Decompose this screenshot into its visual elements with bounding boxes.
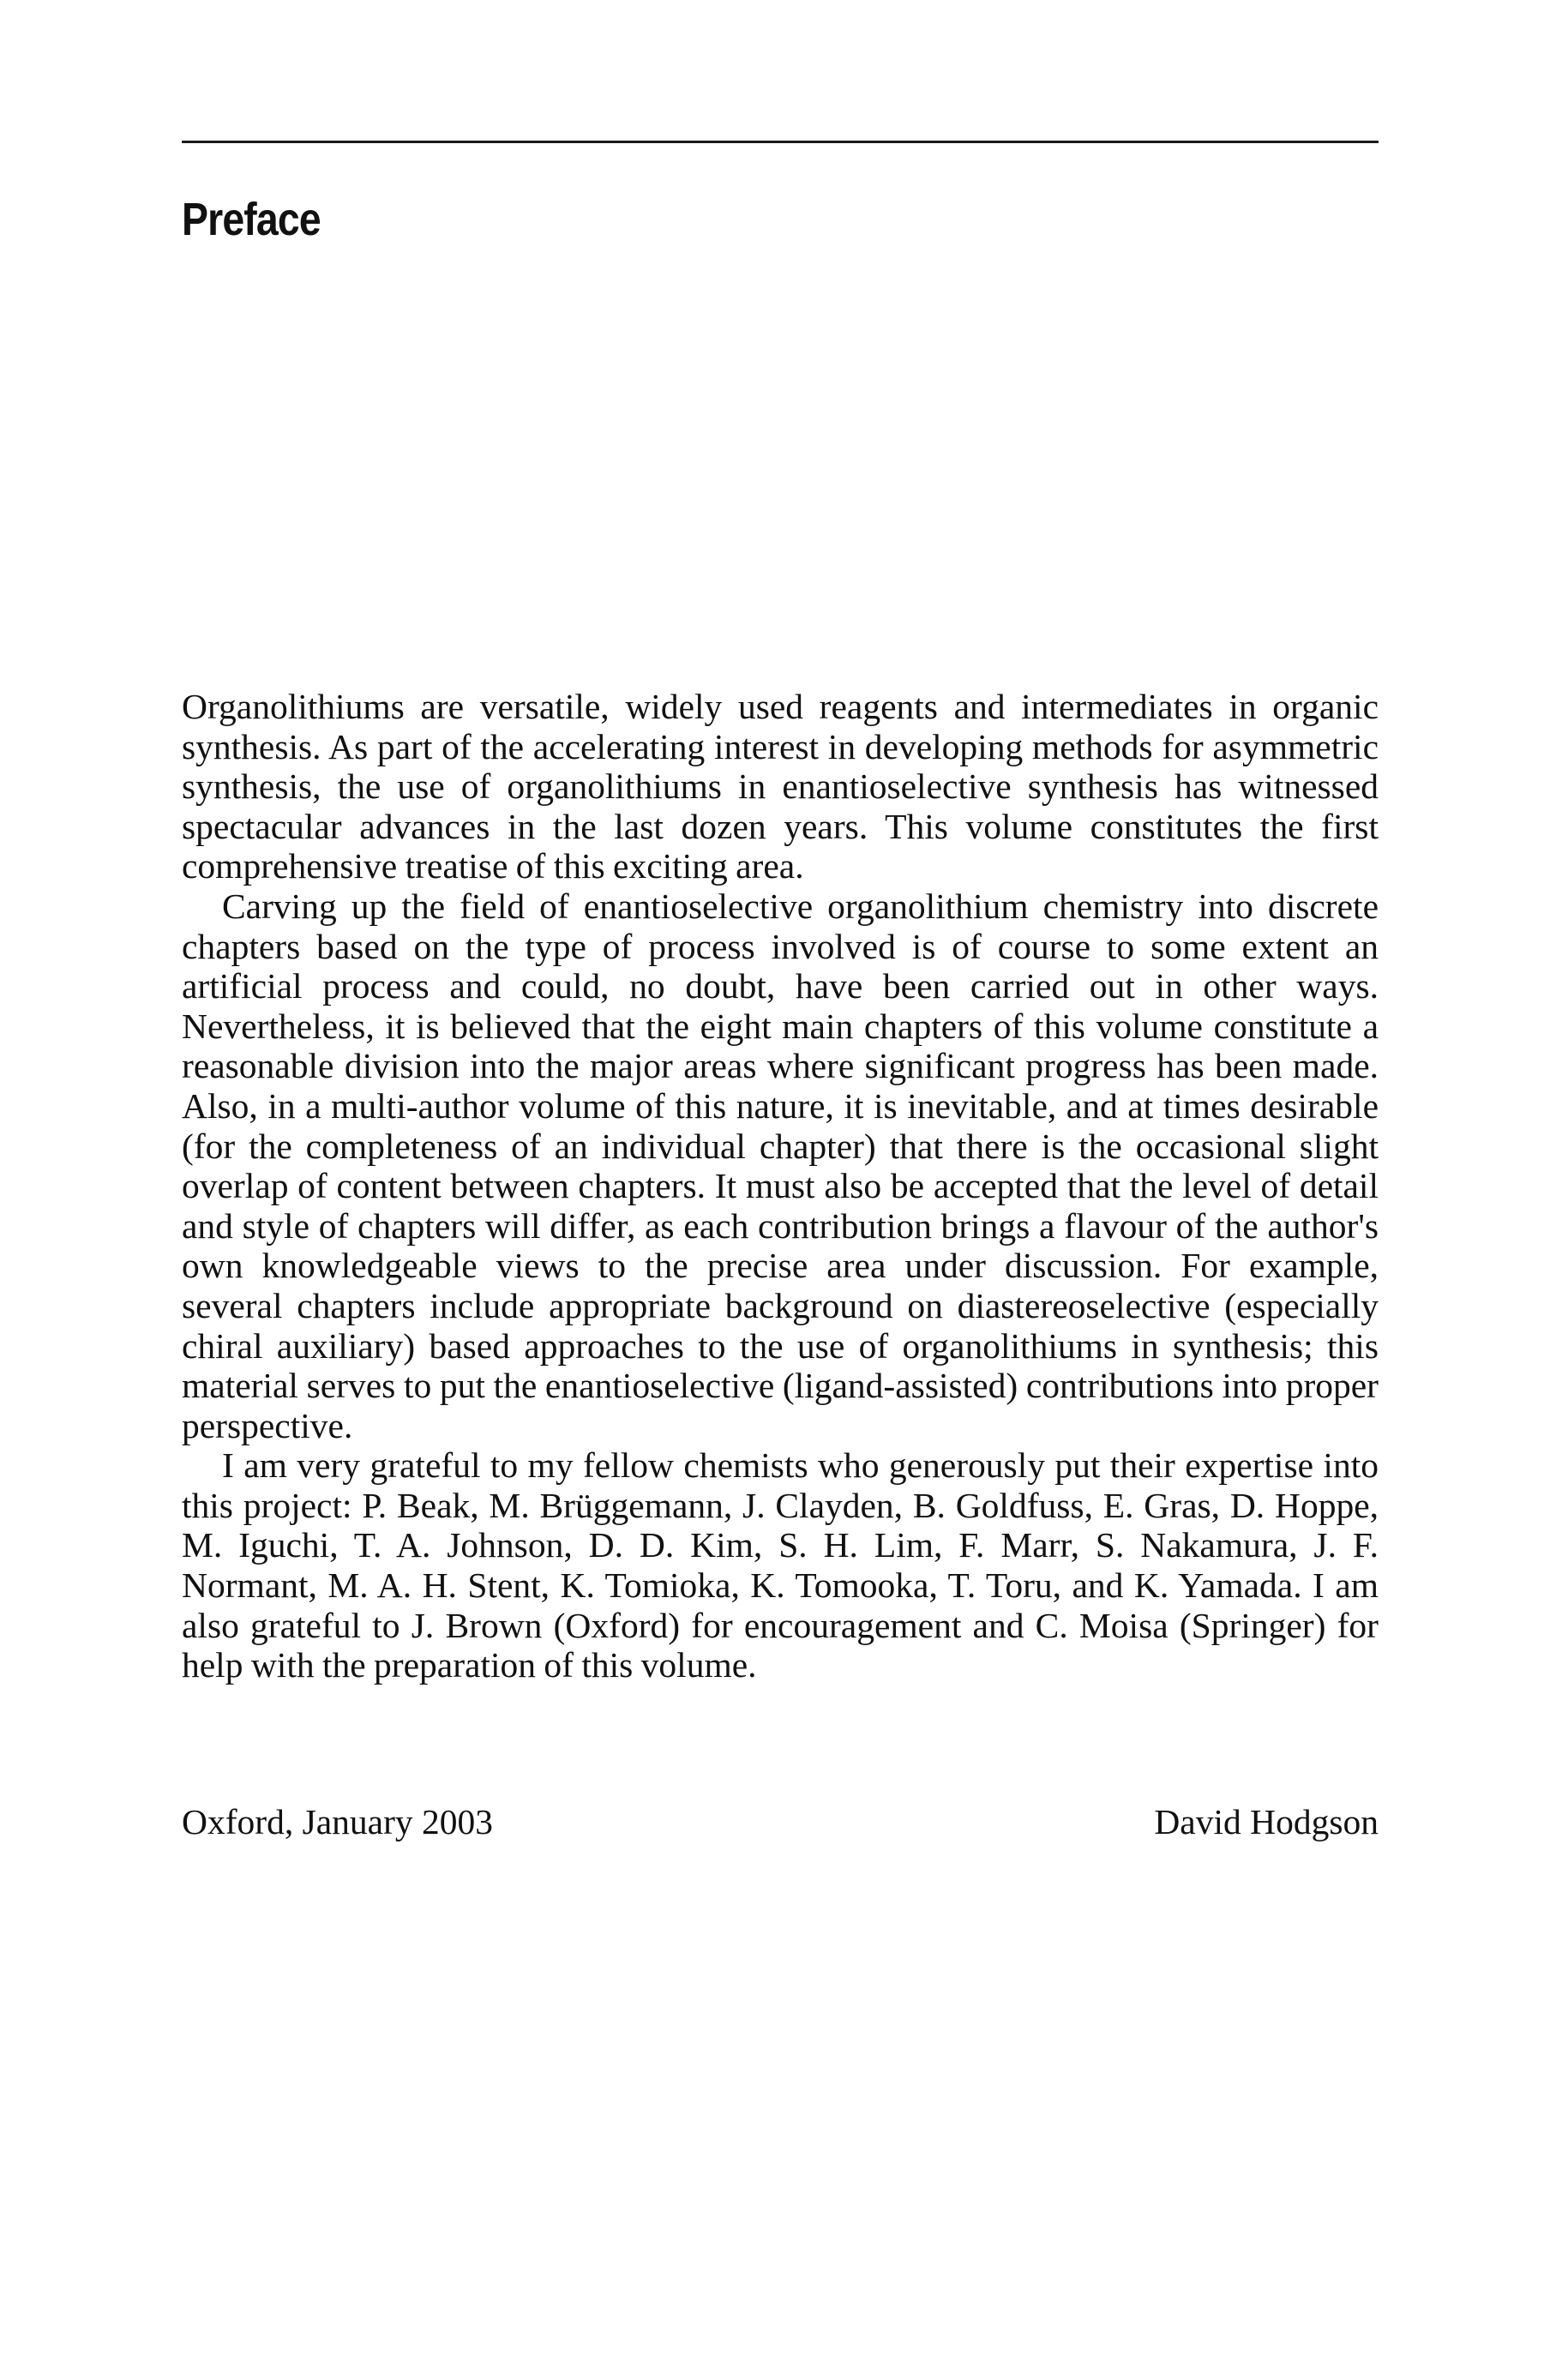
page-title: Preface <box>182 194 321 245</box>
preface-body <box>182 687 1379 1685</box>
paragraph-chapters: Carving up the field of enantioselective organolithium chemistry into discrete chapters based on the type of process involved is of course to some extent an artificial process and could, no doubt, have been carried out in other ways. Nevertheless, it is believed that the eight main chapters of this volume constitute a reasonable division into the major areas where significant progress has been made. Also, in a multi-author volume of this nature, it is inevitable, and at times desirable (for the completeness of an individual chapter) that there is the occasional slight overlap of content between chapters. It must also be accepted that the level of detail and style of chapters will differ, as each contribution brings a flavour of the author's own knowledgeable views to the precise area under discussion. For example, several chapters include appropriate background on diastereoselective (especially chiral auxiliary) based approaches to the use of organolithiums in synthesis; this material serves to put the enantioselective (ligand-assisted) contributions into proper perspective. <box>182 886 1379 1445</box>
author-name: David Hodgson <box>1154 1802 1379 1841</box>
place-date: Oxford, January 2003 <box>182 1802 494 1841</box>
top-rule <box>182 141 1379 143</box>
paragraph-acknowledgements: I am very grateful to my fellow chemists who generously put their expertise into this project: P. Beak, M. Brüggemann, J. Clayden, B. Goldfuss, E. Gras, D. Hoppe, M. Iguchi, T. A. Johnson, D. D. Kim, S. H. Lim, F. Marr, S. Nakamura, J. F. Normant, M. A. H. Stent, K. Tomioka, K. Tomooka, T. Toru, and K. Yamada. I am also grateful to J. Brown (Oxford) for encouragement and C. Moisa (Springer) for help with the preparation of this volume. <box>182 1445 1379 1685</box>
paragraph-intro: Organolithiums are versatile, widely used reagents and intermediates in organic synthesis. As part of the accelerating interest in developing methods for asymmetric synthesis, the use of organolithiums in enantioselective synthesis has witnessed spectacular advances in the last dozen years. This volume constitutes the first comprehensive treatise of this exciting area. <box>182 687 1379 886</box>
signoff <box>182 1802 1379 1841</box>
